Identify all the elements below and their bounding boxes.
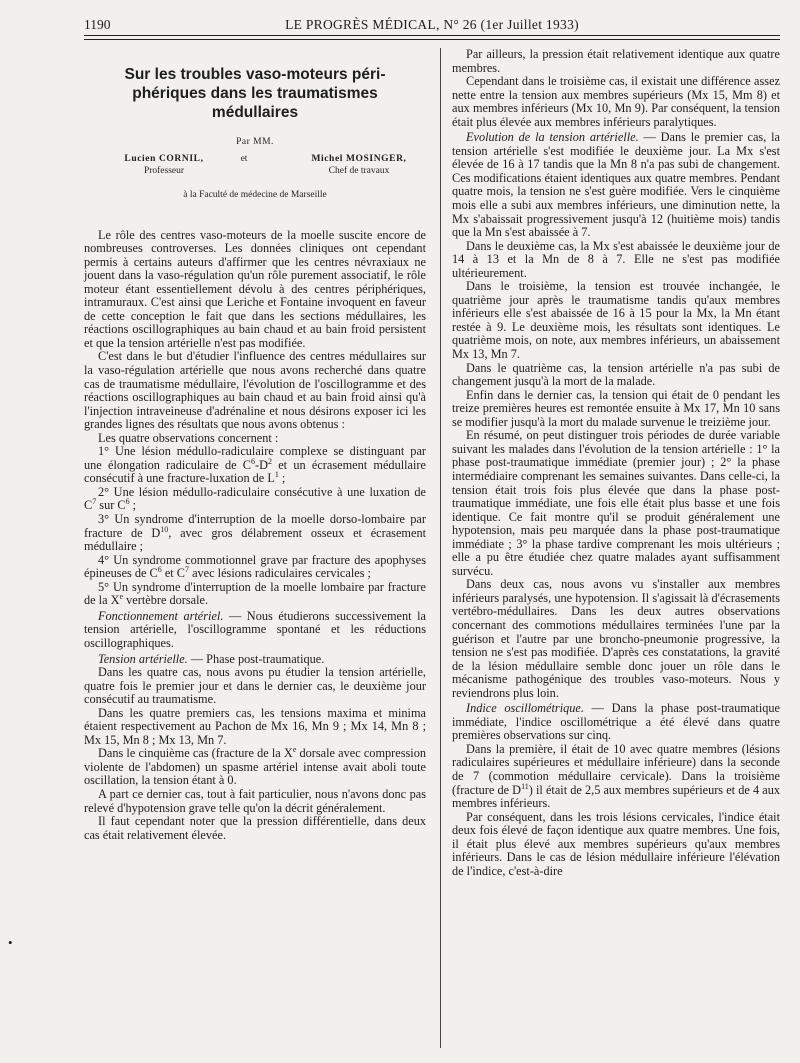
- paragraph: Dans les quatre premiers cas, les tensions maxima et minima étaient respectivement au Pachon de Mx 16, Mn 9 ; Mx 14, Mn 8 ; Mx 15, Mn 8 ; Mx 13, Mn 7.: [84, 705, 426, 747]
- paragraph: Il faut cependant noter que la pression différentielle, dans deux cas était relativement élevée.: [84, 814, 426, 842]
- page-number: 1190: [84, 17, 111, 32]
- author-2: [284, 153, 434, 177]
- author-2-name: Michel MOSINGER,: [311, 153, 407, 164]
- right-column: [452, 48, 780, 878]
- paragraph: Par conséquent, dans les trois lésions cervicales, l'indice était deux fois élevé de façon identique aux quatre membres. Une fois, il était plus élevé aux membres supérieurs qu'aux membres inférieurs. Dans le cas de lésion médullaire inférieure l'élévation de l'indice, c'est-à-dire: [452, 809, 780, 878]
- paragraph: A part ce dernier cas, tout à fait particulier, nous n'avons donc pas relevé d'hypotension grave telle qu'on la décrit généralement.: [84, 786, 426, 815]
- header-rule-thin: [84, 39, 780, 40]
- paragraph: Dans le quatrième cas, la tension artérielle n'a pas subi de changement jusqu'à la mort de la malade.: [452, 360, 780, 389]
- section-indice: Indice oscillométrique. — Dans la phase post-traumatique immédiate, l'indice oscillométrique a été élevé dans quatre premières observations sur cinq.: [452, 701, 781, 743]
- left-column: [84, 48, 426, 842]
- paragraph: C'est dans le but d'étudier l'influence des centres médullaires sur la vaso-régulation artérielle que nous avons recherché dans quatre cas de traumatisme médullaire, l'évolution de l'oscillogramme et des réactions oscillographiques au bain chaud et au bain froid ainsi qu'à l'injection intraveineuse d'adrénaline et nous désirons exposer ici les grandes lignes des résultats que nous avons obtenus :: [84, 349, 426, 432]
- section-heading: Tension artérielle.: [98, 651, 188, 666]
- observation-1: 1° Une lésion médullo-radiculaire complexe se distinguant par une élongation radiculaire de $C^6-D^2$ et un écrasement médullaire consécutif à une fracture-luxation de $L^1$ ;: [84, 444, 426, 486]
- section-heading: Fonctionnement artériel.: [98, 608, 224, 623]
- observation-3: 3° Un syndrome d'interruption de la moelle dorso-lombaire par fracture de $D^{10}$, avec gros délabrement osseux et écrasement médullaire ;: [84, 512, 427, 554]
- section-evolution: Evolution de la tension artérielle. — Dans le premier cas, la tension artérielle s'est modifiée le deuxième jour. La Mx s'est élevée de 16 à 17 tandis que la Mn 8 n'a pas subi de changement. Ces modifications étaient identiques aux quatre membres. Pendant quatre mois, la tension ne s'est guère modifiée. Vers le cinquième mois elle a subi aux membres inférieurs, une diminution nette, la Mx s'abaissait progressivement jusqu'à 12 (huitième mois) tandis que la Mn s'est abaissée à 7.: [452, 130, 780, 240]
- author-1: [94, 153, 234, 177]
- paragraph: Dans les quatre cas, nous avons pu étudier la tension artérielle, quatre fois le premier jour et dans le dernier cas, le deuxième jour consécutif au traumatisme.: [84, 665, 426, 707]
- author-conjunction: et: [240, 153, 248, 164]
- paragraph: Le rôle des centres vaso-moteurs de la moelle suscite encore de nombreuses controverses. Les données cliniques ont cependant permis à certains auteurs d'affirmer que les centres névraxiaux ne jouent dans la vaso-régulation qu'un rôle purement associatif, le rôle moteur étant essentiellement dévolu à des centres périphériques, intramuraux. C'est ainsi que Leriche et Fontaine invoquent en faveur de cette conception le fait que dans les sections médullaires, les réactions oscillographiques au bain chaud et au bain froid persistent et que la tension artérielle n'est pas modifiée.: [84, 227, 426, 350]
- title-line: phériques dans les traumatismes: [132, 85, 378, 102]
- paragraph: Dans le deuxième cas, la Mx s'est abaissée le deuxième jour de 14 à 13 et la Mn de 8 à 7. Elle ne s'est pas modifiée ultérieurement.: [452, 238, 780, 280]
- page-header: [84, 17, 780, 37]
- observation-5: 5° Un syndrome d'interruption de la moelle lombaire par fracture de la Xe vertèbre dorsale.: [84, 579, 426, 608]
- header-rule-thick: [84, 35, 780, 36]
- affiliation: à la Faculté de médecine de Marseille: [183, 189, 327, 200]
- paragraph: Par ailleurs, la pression était relativement identique aux quatre membres.: [452, 47, 780, 75]
- title-line: Sur les troubles vaso-moteurs péri-: [124, 66, 386, 83]
- authors-block: [84, 153, 426, 191]
- margin-mark: •: [8, 935, 13, 950]
- author-1-role: Professeur: [143, 165, 185, 176]
- paragraph: Enfin dans le dernier cas, la tension qui était de 0 pendant les treize premières heures est remontée ensuite à Mx 17, Mn 10 sans se modifier jusqu'à la mort du malade survenue le treizième jour.: [452, 387, 780, 429]
- column-divider: [440, 48, 441, 1048]
- paragraph: Les quatre observations concernent :: [98, 430, 279, 445]
- paragraph: Dans la première, il était de 10 avec quatre membres (lésions radiculaires supérieures et médullaire inférieure) dans la seconde de 7 (commotion médullaire cervicale). Dans la troisième (fracture de $D^{11}$) il était de 2,5 aux membres supérieurs et de 4 aux membres inférieurs.: [452, 741, 780, 811]
- section-heading: Evolution de la tension artérielle.: [466, 130, 639, 145]
- paragraph: Dans le cinquième cas (fracture de la Xe dorsale avec compression violente de l'abdomen) un spasme artériel intense avait aboli toute oscillation, la tension étant à 0.: [84, 745, 427, 788]
- journal-title: LE PROGRÈS MÉDICAL, N° 26 (1er Juillet 1933): [285, 17, 579, 32]
- section-fonctionnement: Fonctionnement artériel. — Nous étudierons successivement la tension artérielle, l'oscillogramme spontané et les réductions oscillographiques.: [84, 608, 426, 650]
- observation-4: 4° Un syndrome commotionnel grave par fracture des apophyses épineuses de $C^6$ et $C^7$ avec lésions radiculaires cervicales ;: [84, 552, 426, 581]
- author-2-role: Chef de travaux: [328, 165, 390, 176]
- article-title: [84, 65, 426, 122]
- paragraph: En résumé, on peut distinguer trois périodes de durée variable suivant les malades dans l'évolution de la tension artérielle : 1° la phase post-traumatique immédiate (premier jour) ; 2° la phase intermédiaire comprenant les semaines suivantes. Dans celle-ci, la tension était trois fois plus élevée que dans la phase post-traumatique immédiate, une fois elle était plus basse et une fois identique. Ce fait montre qu'il se produit généralement une hypotension, mais peu marquée dans la phase post-traumatique immédiate ; 3° la phase tardive comprenant les mois ultérieurs ; elle a pu être étudiée chez quatre malades ayant suffisamment survécu.: [452, 428, 780, 578]
- title-line: médullaires: [211, 104, 299, 121]
- section-heading: Indice oscillométrique.: [466, 701, 584, 716]
- section-tension: Tension artérielle. — Phase post-traumatique.: [98, 651, 325, 666]
- byline-prefix: Par MM.: [236, 137, 274, 147]
- author-1-name: Lucien CORNIL,: [124, 153, 204, 164]
- paragraph: Dans le troisième, la tension est trouvée inchangée, le quatrième jour après le traumatisme tandis qu'aux membres inférieurs elle s'est abaissée de 16 à 15 pour la Mx, la Mn étant restée à 9. Le deuxième mois, les résultats sont identiques. Le quatrième mois, on note, aux membres inférieurs, un abaissement Mx 13, Mn 7.: [452, 279, 780, 362]
- paragraph: Cependant dans le troisième cas, il existait une différence assez nette entre la tension aux membres supérieurs (Mx 15, Mm 8) et aux membres inférieurs (Mx 10, Mn 9). Par conséquent, la tension était plus élevée aux membres inférieurs paralytiques.: [452, 74, 780, 129]
- paragraph: Dans deux cas, nous avons vu s'installer aux membres inférieurs paralysés, une hypotension. Il s'agissait là d'écrasements vertébro-médullaires. Dans les deux autres observations concernant des commotions médullaires terminées l'une par la guérison et l'autre par une broncho-pneumonie progressive, la tension ne s'est pas modifiée. D'après ces constatations, la gravité de la lésion médullaire semble donc jouer un rôle dans le mécanisme pathogénique des troubles vaso-moteurs. Nous y reviendrons plus loin.: [452, 577, 780, 700]
- observation-2: 2° Une lésion médullo-radiculaire consécutive à une luxation de $C^7$ sur $C^6$ ;: [84, 484, 426, 513]
